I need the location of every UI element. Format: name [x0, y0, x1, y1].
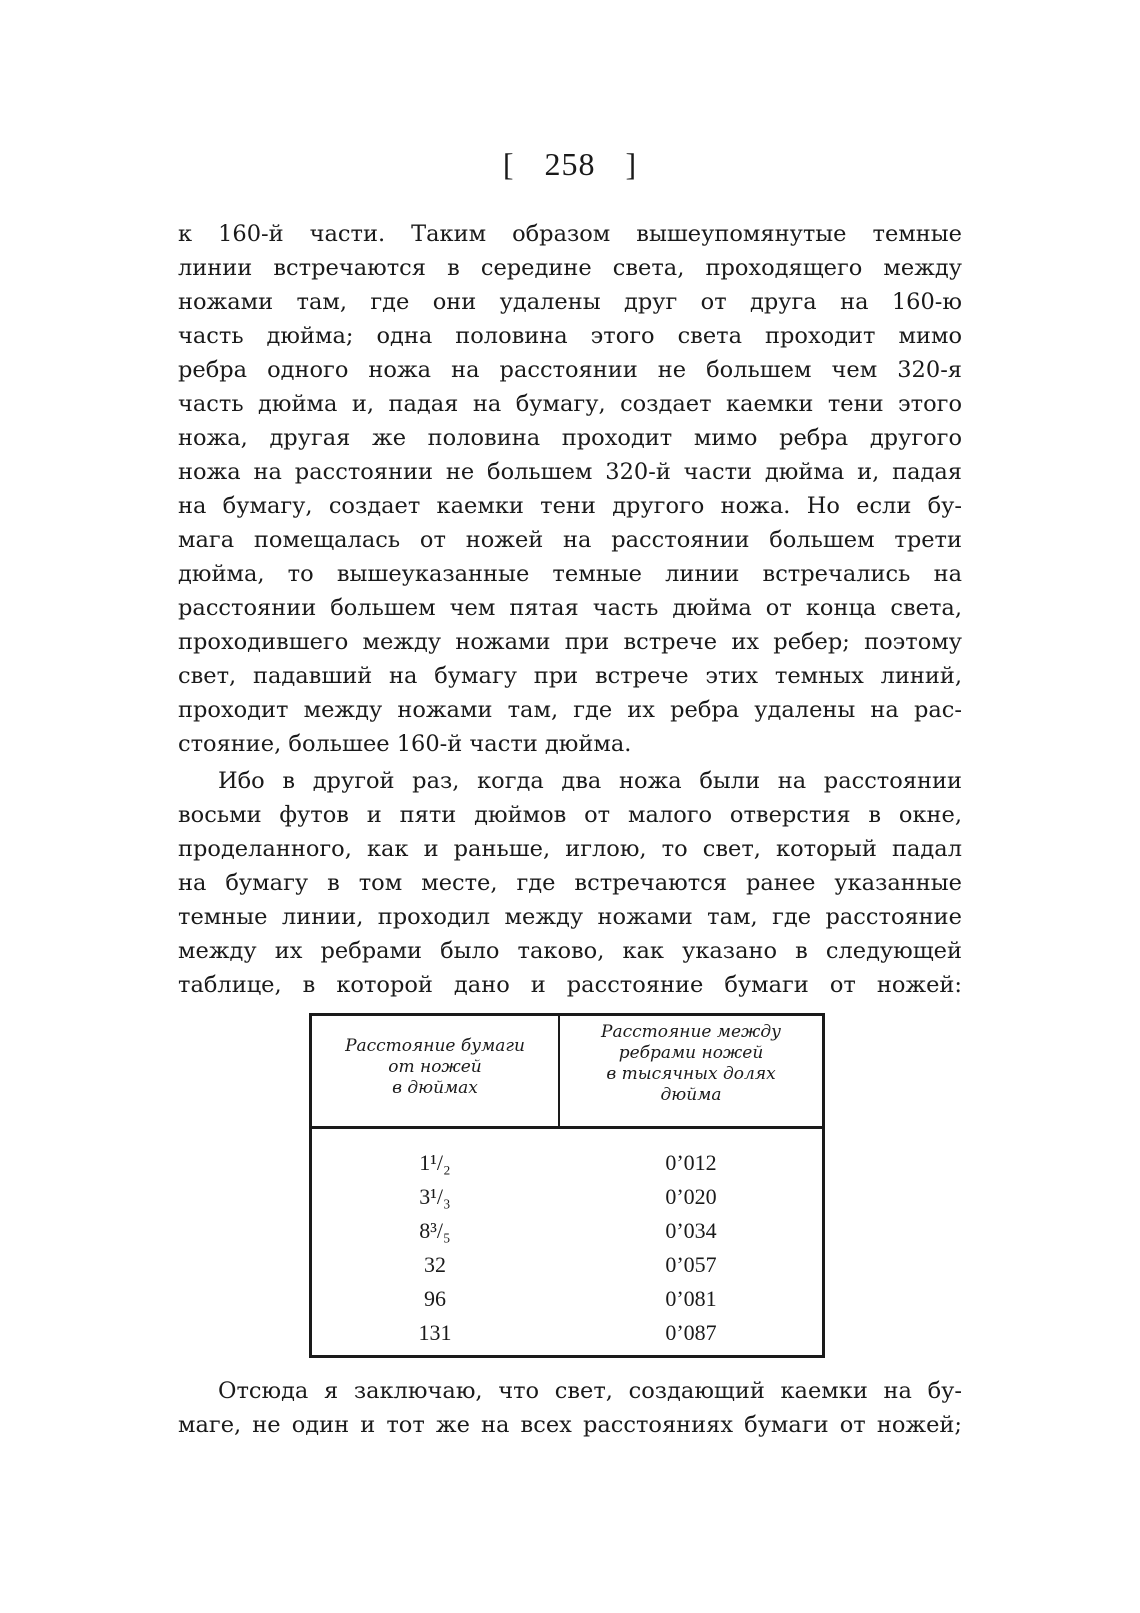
text-line: расстоянии большем чем пятая часть дюйма от конца света,	[178, 595, 962, 621]
text-line: темные линии, проходил между ножами там, где расстояние	[178, 904, 962, 930]
table-cell: 96	[424, 1286, 446, 1311]
table-header-gap: Расстояние между ребрами ножей в тысячных долях дюйма	[601, 1022, 781, 1105]
table-cell: 0’020	[665, 1184, 717, 1209]
table-cell: 0’057	[665, 1252, 717, 1277]
table-cell: 8³/₅	[419, 1218, 451, 1243]
table-header-distance: Расстояние бумаги от ножей в дюймах	[345, 1036, 525, 1098]
table-column-gap	[560, 1146, 822, 1350]
text-line: на бумагу, создает каемки тени другого ножа. Но если бу-	[178, 493, 962, 519]
text-line: между их ребрами было таково, как указано в следующей	[178, 938, 962, 964]
table-cell: 0’087	[665, 1320, 717, 1345]
text-line: часть дюйма и, падая на бумагу, создает каемки тени этого	[178, 391, 962, 417]
text-line: на бумагу в том месте, где встречаются ранее указанные	[178, 870, 962, 896]
text-line: ножами там, где они удалены друг от друга на 160-ю	[178, 289, 962, 315]
table-cell: 131	[418, 1320, 452, 1345]
text-line: ножа на расстоянии не большем 320-й части дюйма и, падая	[178, 459, 962, 485]
table-column-distance	[312, 1146, 558, 1350]
table-cell: 3¹/₃	[419, 1184, 451, 1209]
text-line: линии встречаются в середине света, проходящего между	[178, 255, 962, 281]
paragraph-2	[178, 764, 962, 1002]
text-line: стояние, большее 160-й части дюйма.	[178, 731, 632, 757]
text-line: Ибо в другой раз, когда два ножа были на расстоянии	[218, 768, 962, 794]
page-number: [ 258 ]	[502, 146, 638, 182]
data-table	[309, 1013, 825, 1358]
text-line: часть дюйма; одна половина этого света проходит мимо	[178, 323, 962, 349]
text-line: таблице, в которой дано и расстояние бумаги от ножей:	[178, 972, 962, 998]
text-line: Отсюда я заключаю, что свет, создающий каемки на бу-	[218, 1378, 962, 1404]
text-line: ребра одного ножа на расстоянии не большем чем 320-я	[178, 357, 962, 383]
text-line: маге, не один и тот же на всех расстояниях бумаги от ножей;	[178, 1412, 962, 1438]
text-line: свет, падавший на бумагу при встрече этих темных линий,	[178, 663, 962, 689]
table-cell: 0’081	[665, 1286, 717, 1311]
table-cell: 32	[424, 1252, 446, 1277]
text-line: проделанного, как и раньше, иглою, то свет, который падал	[178, 836, 962, 862]
text-line: мага помещалась от ножей на расстоянии большем трети	[178, 527, 962, 553]
table-cell: 1¹/₂	[419, 1150, 451, 1175]
table-header-rule	[312, 1126, 822, 1129]
text-line: проходившего между ножами при встрече их ребер; поэтому	[178, 629, 962, 655]
text-line: ножа, другая же половина проходит мимо ребра другого	[178, 425, 962, 451]
text-line: восьми футов и пяти дюймов от малого отверстия в окне,	[178, 802, 962, 828]
text-line: проходит между ножами там, где их ребра удалены на рас-	[178, 697, 962, 723]
paragraph-1	[178, 217, 962, 761]
text-line: дюйма, то вышеуказанные темные линии встречались на	[178, 561, 962, 587]
paragraph-3	[178, 1374, 962, 1442]
table-cell: 0’012	[665, 1150, 717, 1175]
text-line: к 160-й части. Таким образом вышеупомянутые темные	[178, 221, 962, 247]
table-cell: 0’034	[665, 1218, 717, 1243]
